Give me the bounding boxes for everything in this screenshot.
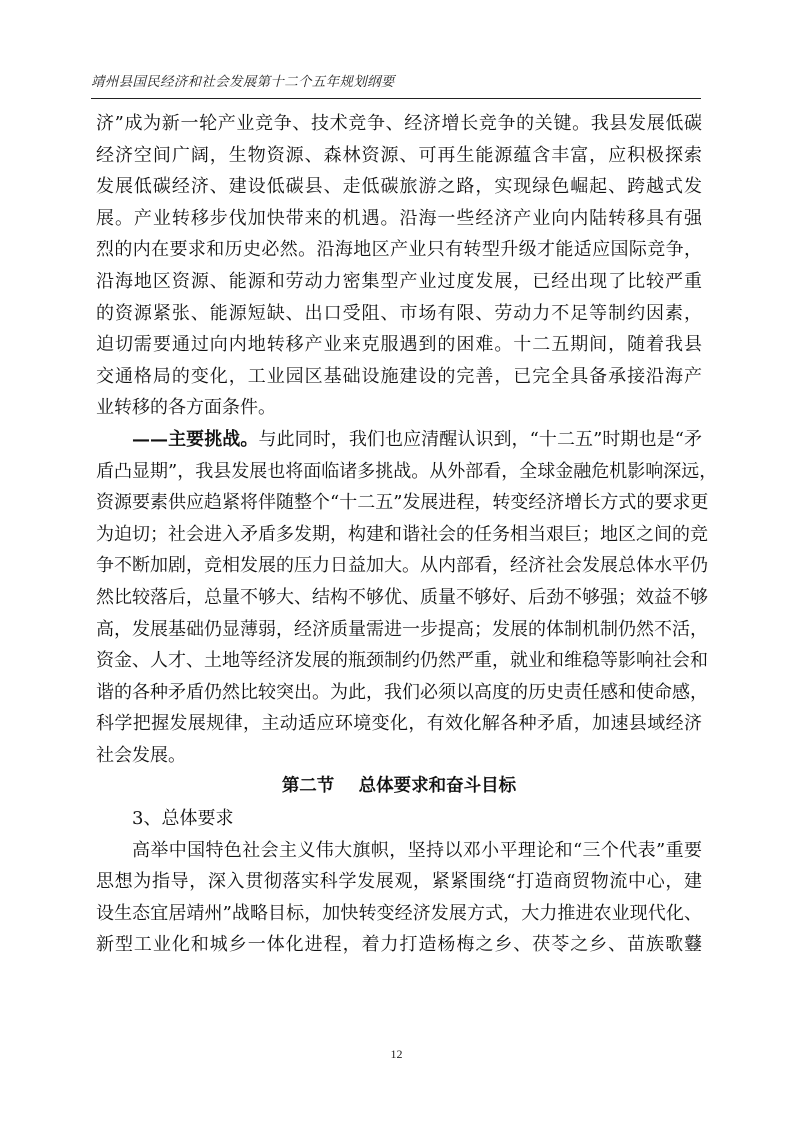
- text-line: 经济空间广阔，生物资源、森林资源、可再生能源蕴含丰富，应积极探索: [96, 144, 702, 166]
- text-line: 高，发展基础仍显薄弱，经济质量需进一步提高；发展的体制机制仍然不活，: [96, 618, 708, 640]
- challenges-first-line: 与此同时，我们也应清醒认识到，“十二五”时期也是“矛: [258, 428, 703, 450]
- challenges-lead: ——主要挑战。: [132, 428, 259, 450]
- text-line: [96, 424, 702, 456]
- text-line: 发展低碳经济、建设低碳县、走低碳旅游之路，实现绿色崛起、跨越式发: [96, 176, 702, 198]
- text-line: 济”成为新一轮产业竞争、技术竞争、经济增长竞争的关键。我县发展低碳: [96, 113, 702, 134]
- text-line: 交通格局的变化，工业园区基础设施建设的完善，已完全具备承接沿海产: [96, 365, 702, 387]
- text-line: 科学把握发展规律，主动适应环境变化，有效化解各种矛盾，加速县域经济: [96, 713, 702, 735]
- text-line: 设生态宜居靖州”战略目标，加快转变经济发展方式，大力推进农业现代化、: [96, 902, 702, 924]
- text-line: 资金、人才、土地等经济发展的瓶颈制约仍然严重，就业和维稳等影响社会和: [96, 650, 708, 672]
- running-header: 靖州县国民经济和社会发展第十二个五年规划纲要: [91, 74, 395, 90]
- paragraph-opportunities: [96, 108, 702, 424]
- paragraph-general-requirements: [96, 835, 702, 961]
- text-line: 新型工业化和城乡一体化进程，着力打造杨梅之乡、茯苓之乡、苗族歌鼟: [96, 934, 702, 956]
- text-line: 谐的各种矛盾仍然比较突出。为此，我们必须以高度的历史责任感和使命感，: [96, 681, 708, 703]
- text-line: 思想为指导，深入贯彻落实科学发展观，紧紧围绕“打造商贸物流中心，建: [96, 871, 702, 893]
- subheading: 3、总体要求: [132, 808, 234, 830]
- text-line: 的资源紧张、能源短缺、出口受阻、市场有限、劳动力不足等制约因素，: [96, 302, 702, 324]
- text-line: 争不断加剧，竞相发展的压力日益加大。从内部看，经济社会发展总体水平仍: [96, 555, 708, 577]
- text-line: 业转移的各方面条件。: [96, 397, 276, 419]
- header-rule: [91, 98, 701, 99]
- section-heading: 第二节 总体要求和奋斗目标: [281, 776, 517, 797]
- text-line: 然比较落后，总量不够大、结构不够优、质量不够好、后劲不够强；效益不够: [96, 586, 708, 608]
- text-line: 资源要素供应趋紧将伴随整个“十二五”发展进程，转变经济增长方式的要求更: [96, 492, 709, 514]
- text-line: 烈的内在要求和历史必然。沿海地区产业只有转型升级才能适应国际竞争，: [96, 239, 702, 261]
- text-line: 高举中国特色社会主义伟大旗帜，坚持以邓小平理论和“三个代表”重要: [132, 839, 702, 861]
- text-line: 为迫切；社会进入矛盾多发期，构建和谐社会的任务相当艰巨；地区之间的竞: [96, 523, 708, 545]
- text-line: 沿海地区资源、能源和劳动力密集型产业过度发展，已经出现了比较严重: [96, 270, 702, 292]
- page-number: 12: [390, 1047, 403, 1061]
- text-line: 社会发展。: [96, 744, 186, 766]
- text-line: 盾凸显期”，我县发展也将面临诸多挑战。从外部看，全球金融危机影响深远，: [96, 460, 718, 482]
- text-line: 迫切需要通过向内地转移产业来克服遇到的困难。十二五期间，随着我县: [96, 334, 702, 356]
- body-text: [96, 108, 718, 961]
- paragraph-challenges: [96, 424, 718, 772]
- text-line: 展。产业转移步伐加快带来的机遇。沿海一些经济产业向内陆转移具有强: [96, 207, 702, 229]
